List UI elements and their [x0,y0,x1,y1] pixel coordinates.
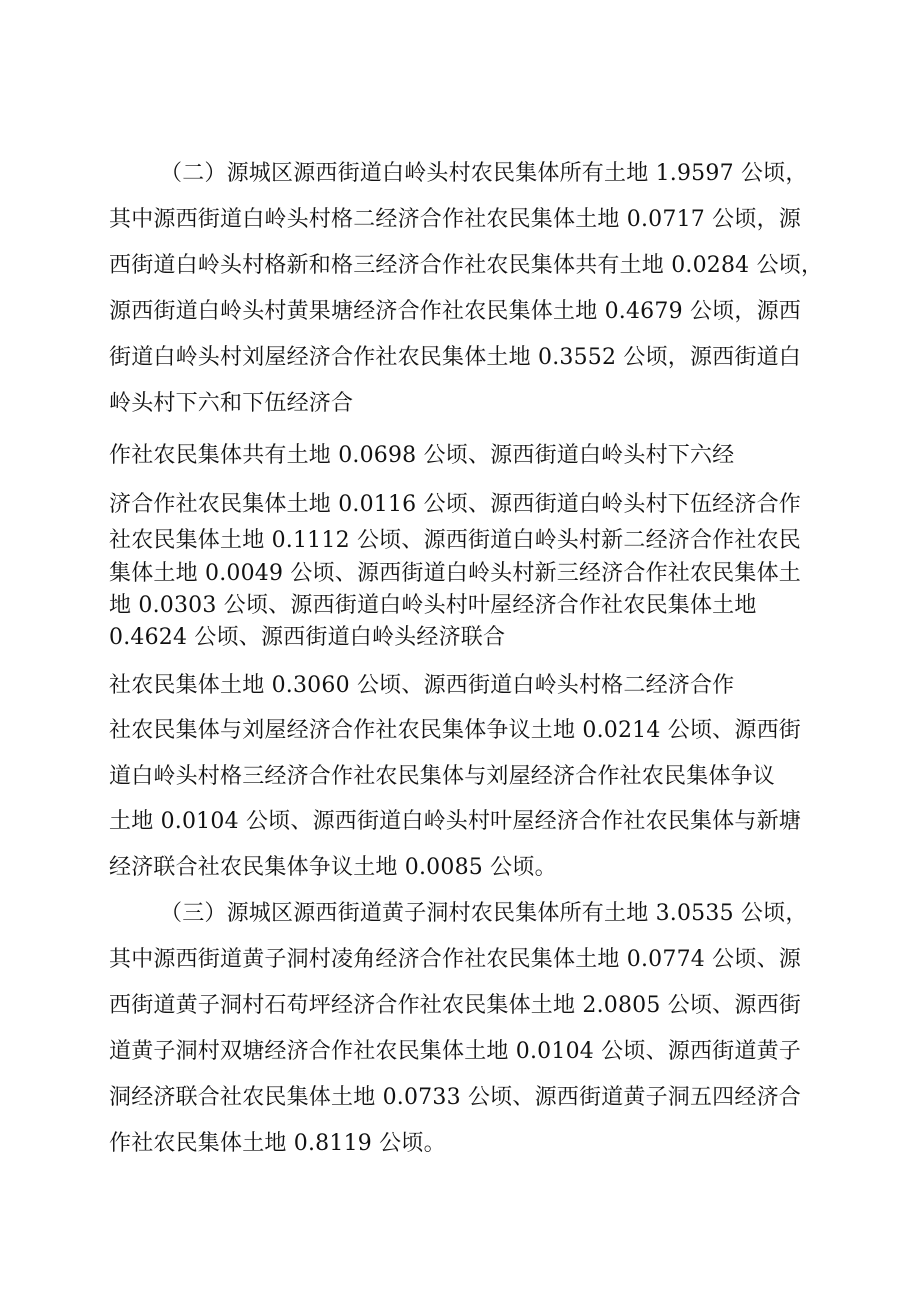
paragraph-2-line-12: 0.4624 公顷、源西街道白岭头经济联合 [109,625,506,650]
paragraph-2-line-8: 济合作社农民集体土地 0.0116 公顷、源西街道白岭头村下伍经济合作 [109,492,801,517]
paragraph-3-line-3: 西街道黄子洞村石苟坪经济合作社农民集体土地 2.0805 公顷、源西街 [109,993,801,1018]
paragraph-2-line-10: 集体土地 0.0049 公顷、源西街道白岭头村新三经济合作社农民集体土 [109,561,801,586]
paragraph-2-line-4: 源西街道白岭头村黄果塘经济合作社农民集体土地 0.4679 公顷，源西 [109,299,801,324]
paragraph-2-line-15: 道白岭头村格三经济合作社农民集体与刘屋经济合作社农民集体争议 [109,764,776,789]
paragraph-2-line-5: 街道白岭头村刘屋经济合作社农民集体土地 0.3552 公顷，源西街道白 [109,345,801,370]
paragraph-2-line-13: 社农民集体土地 0.3060 公顷、源西街道白岭头村格二经济合作 [109,673,735,698]
paragraph-2-line-1: （二）源城区源西街道白岭头村农民集体所有土地 1.9597 公顷， [160,161,808,186]
paragraph-2-line-9: 社农民集体土地 0.1112 公顷、源西街道白岭头村新二经济合作社农民 [109,528,801,553]
paragraph-2-line-2: 其中源西街道白岭头村格二经济合作社农民集体土地 0.0717 公顷，源 [109,207,801,232]
paragraph-3-line-4: 道黄子洞村双塘经济合作社农民集体土地 0.0104 公顷、源西街道黄子 [109,1039,801,1064]
paragraph-2-line-11: 地 0.0303 公顷、源西街道白岭头村叶屋经济合作社农民集体土地 [109,593,757,618]
paragraph-2-line-14: 社农民集体与刘屋经济合作社农民集体争议土地 0.0214 公顷、源西街 [109,718,801,743]
paragraph-3-line-2: 其中源西街道黄子洞村凌角经济合作社农民集体土地 0.0774 公顷、源 [109,947,801,972]
paragraph-2-line-16: 土地 0.0104 公顷、源西街道白岭头村叶屋经济合作社农民集体与新塘 [109,809,801,834]
paragraph-2-line-6: 岭头村下六和下伍经济合 [109,391,354,416]
paragraph-3-line-6: 作社农民集体土地 0.8119 公顷。 [109,1131,446,1156]
paragraph-2-line-17: 经济联合社农民集体争议土地 0.0085 公顷。 [109,855,557,880]
paragraph-3-line-1: （三）源城区源西街道黄子洞村农民集体所有土地 3.0535 公顷， [160,901,808,926]
paragraph-3-line-5: 洞经济联合社农民集体土地 0.0733 公顷、源西街道黄子洞五四经济合 [109,1085,801,1110]
paragraph-2-line-7: 作社农民集体共有土地 0.0698 公顷、源西街道白岭头村下六经 [109,443,735,468]
paragraph-2-line-3: 西街道白岭头村格新和格三经济合作社农民集体共有土地 0.0284 公顷， [109,253,824,278]
